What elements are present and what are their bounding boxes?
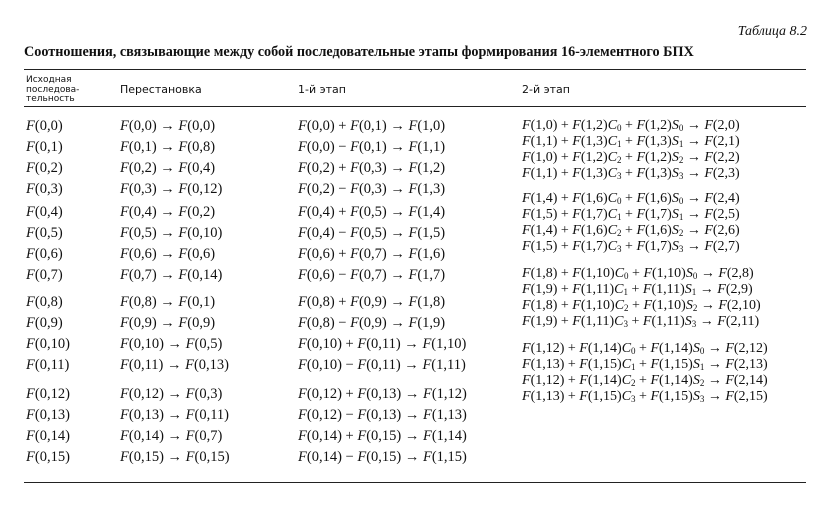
row-source: F(0,7) <box>26 267 63 283</box>
stage-2-formula: $F(1,5) + F(1,7)C_1 + F(1,7)S_1 \to F(2,5)$ <box>522 207 740 222</box>
stage-2-group <box>522 191 740 255</box>
stage-2-formula: $F(1,12) + F(1,14)C_0 + F(1,14)S_0 \to F(2,12)$ <box>522 341 768 356</box>
row-source: F(0,10) <box>26 336 70 352</box>
row-permutation: F(0,14) → F(0,7) <box>120 428 223 444</box>
table-number: Таблица 8.2 <box>737 24 807 39</box>
stage-2-formula: $F(1,8) + F(1,10)C_2 + F(1,10)S_2 \to F(2,10)$ <box>522 298 761 313</box>
row-stage-1: F(0,0) − F(0,1) → F(1,1) <box>298 139 446 155</box>
stage-2-formula: $F(1,5) + F(1,7)C_3 + F(1,7)S_3 \to F(2,7)$ <box>522 239 740 254</box>
row-permutation: F(0,15) → F(0,15) <box>120 449 230 465</box>
row-source: F(0,9) <box>26 315 63 331</box>
row-source: F(0,14) <box>26 428 70 444</box>
table-title: Соотношения, связывающие между собой последовательные этапы формирования 16-элементного БПХ <box>24 44 694 60</box>
row-permutation: F(0,9) → F(0,9) <box>120 315 216 331</box>
row-permutation: F(0,3) → F(0,12) <box>120 181 223 197</box>
row-permutation: F(0,2) → F(0,4) <box>120 160 216 176</box>
row-permutation: F(0,1) → F(0,8) <box>120 139 216 155</box>
header-stage-2: 2-й этап <box>522 83 570 96</box>
table-bottom-rule <box>24 482 806 483</box>
row-permutation: F(0,0) → F(0,0) <box>120 118 216 134</box>
row-source: F(0,8) <box>26 294 63 310</box>
row-source: F(0,1) <box>26 139 63 155</box>
row-source: F(0,2) <box>26 160 63 176</box>
row-source: F(0,5) <box>26 225 63 241</box>
row-permutation: F(0,5) → F(0,10) <box>120 225 223 241</box>
row-source: F(0,3) <box>26 181 63 197</box>
row-stage-1: F(0,0) + F(0,1) → F(1,0) <box>298 118 446 134</box>
row-source: F(0,4) <box>26 204 63 220</box>
row-source: F(0,13) <box>26 407 70 423</box>
row-source: F(0,11) <box>26 357 70 373</box>
row-source: F(0,0) <box>26 118 63 134</box>
row-source: F(0,6) <box>26 246 63 262</box>
stage-2-formula: $F(1,0) + F(1,2)C_0 + F(1,2)S_0 \to F(2,0)$ <box>522 118 740 133</box>
row-stage-1: F(0,14) − F(0,15) → F(1,15) <box>298 449 467 465</box>
row-stage-1: F(0,10) − F(0,11) → F(1,11) <box>298 357 466 373</box>
header-stage-1: 1-й этап <box>298 83 346 96</box>
stage-2-group <box>522 118 740 182</box>
row-permutation: F(0,11) → F(0,13) <box>120 357 230 373</box>
row-permutation: F(0,4) → F(0,2) <box>120 204 216 220</box>
stage-2-group <box>522 341 768 405</box>
row-stage-1: F(0,4) + F(0,5) → F(1,4) <box>298 204 446 220</box>
stage-2-formula: $F(1,0) + F(1,2)C_2 + F(1,2)S_2 \to F(2,2)$ <box>522 150 740 165</box>
row-stage-1: F(0,2) + F(0,3) → F(1,2) <box>298 160 446 176</box>
header-permutation: Перестановка <box>120 83 202 96</box>
header-top-rule <box>24 69 806 70</box>
stage-2-formula: $F(1,1) + F(1,3)C_1 + F(1,3)S_1 \to F(2,1)$ <box>522 134 740 149</box>
header-bottom-rule <box>24 106 806 107</box>
row-source: F(0,15) <box>26 449 70 465</box>
row-stage-1: F(0,2) − F(0,3) → F(1,3) <box>298 181 446 197</box>
row-stage-1: F(0,4) − F(0,5) → F(1,5) <box>298 225 446 241</box>
row-stage-1: F(0,12) + F(0,13) → F(1,12) <box>298 386 467 402</box>
row-permutation: F(0,7) → F(0,14) <box>120 267 223 283</box>
row-stage-1: F(0,14) + F(0,15) → F(1,14) <box>298 428 467 444</box>
row-stage-1: F(0,8) − F(0,9) → F(1,9) <box>298 315 446 331</box>
stage-2-formula: $F(1,4) + F(1,6)C_0 + F(1,6)S_0 \to F(2,4)$ <box>522 191 740 206</box>
stage-2-formula: $F(1,9) + F(1,11)C_3 + F(1,11)S_3 \to F(2,11)$ <box>522 314 760 329</box>
row-stage-1: F(0,6) + F(0,7) → F(1,6) <box>298 246 446 262</box>
row-stage-1: F(0,12) − F(0,13) → F(1,13) <box>298 407 467 423</box>
stage-2-formula: $F(1,8) + F(1,10)C_0 + F(1,10)S_0 \to F(2,8)$ <box>522 266 754 281</box>
stage-2-formula: $F(1,12) + F(1,14)C_2 + F(1,14)S_2 \to F(2,14)$ <box>522 373 768 388</box>
header-source-sequence: Исходная последова-тельность <box>26 75 80 104</box>
row-permutation: F(0,10) → F(0,5) <box>120 336 223 352</box>
stage-2-formula: $F(1,1) + F(1,3)C_3 + F(1,3)S_3 \to F(2,3)$ <box>522 166 740 181</box>
row-stage-1: F(0,10) + F(0,11) → F(1,10) <box>298 336 467 352</box>
row-permutation: F(0,6) → F(0,6) <box>120 246 216 262</box>
row-permutation: F(0,8) → F(0,1) <box>120 294 216 310</box>
stage-2-group <box>522 266 761 330</box>
stage-2-formula: $F(1,9) + F(1,11)C_1 + F(1,11)S_1 \to F(2,9)$ <box>522 282 753 297</box>
row-stage-1: F(0,6) − F(0,7) → F(1,7) <box>298 267 446 283</box>
row-source: F(0,12) <box>26 386 70 402</box>
stage-2-formula: $F(1,4) + F(1,6)C_2 + F(1,6)S_2 \to F(2,6)$ <box>522 223 740 238</box>
row-permutation: F(0,13) → F(0,11) <box>120 407 230 423</box>
row-stage-1: F(0,8) + F(0,9) → F(1,8) <box>298 294 446 310</box>
row-permutation: F(0,12) → F(0,3) <box>120 386 223 402</box>
stage-2-formula: $F(1,13) + F(1,15)C_1 + F(1,15)S_1 \to F(2,13)$ <box>522 357 768 372</box>
stage-2-formula: $F(1,13) + F(1,15)C_3 + F(1,15)S_3 \to F(2,15)$ <box>522 389 768 404</box>
